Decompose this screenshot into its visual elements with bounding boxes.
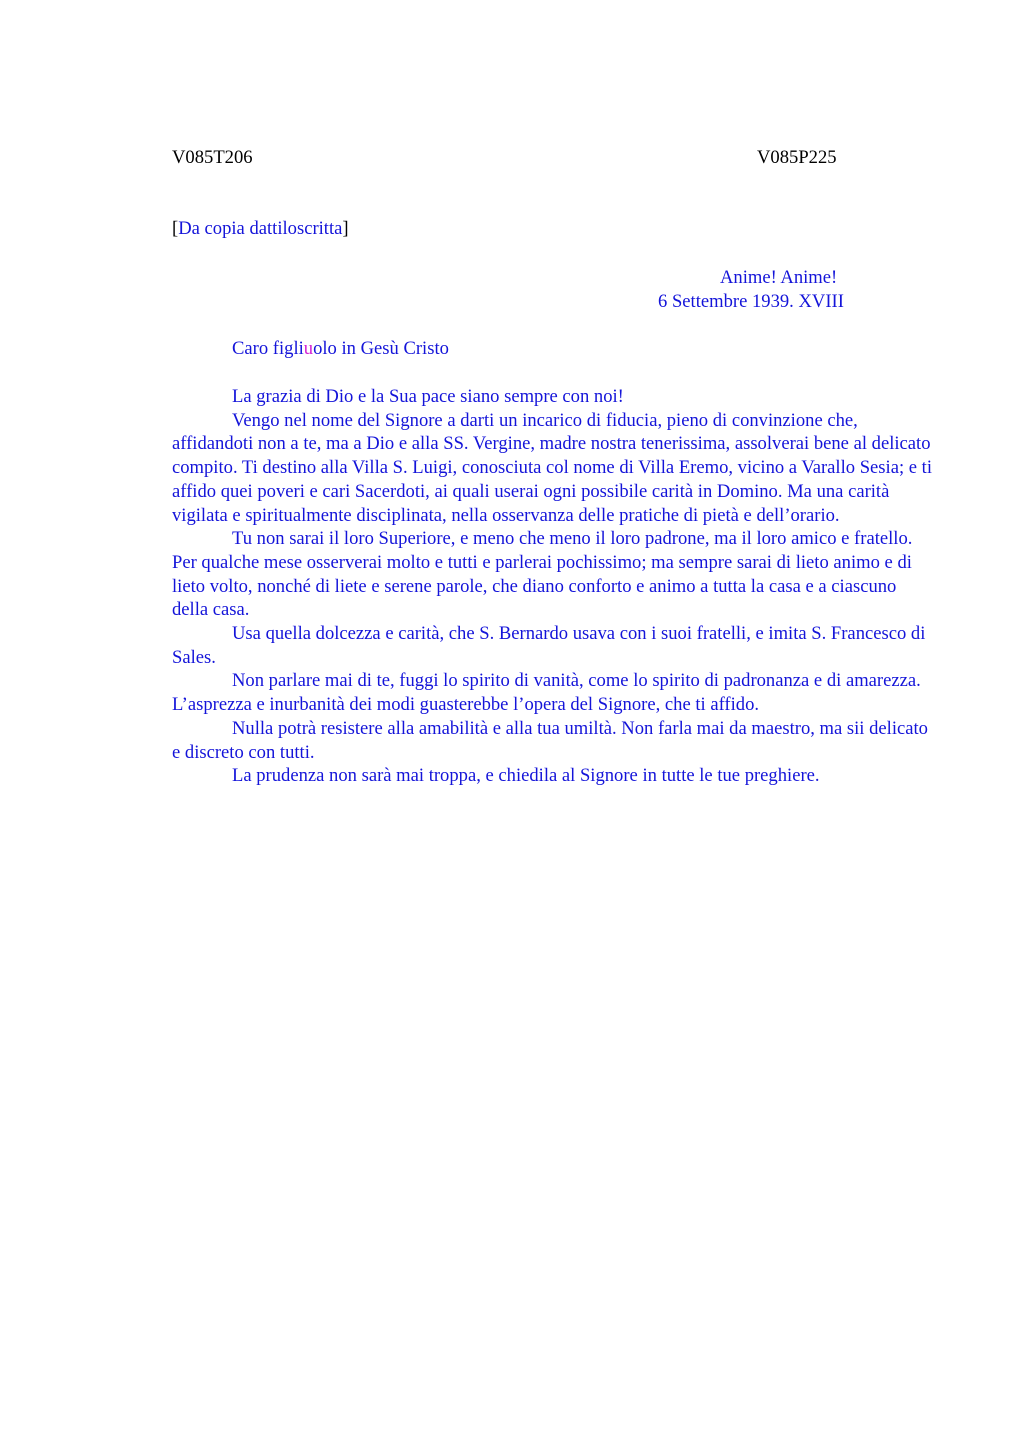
source-note-text: Da copia dattiloscritta: [178, 218, 343, 239]
salutation-highlighted-letter: u: [303, 338, 314, 359]
source-note-close-bracket: ]: [342, 218, 349, 239]
paragraph-prudence: La prudenza non sarà mai troppa, e chiedila al Signore in tutte le tue preghiere.: [232, 765, 820, 787]
source-note: [172, 218, 349, 240]
source-note-open-bracket: [: [172, 218, 179, 239]
paragraph-role: Tu non sarai il loro Superiore, e meno che meno il loro padrone, ma il loro amico e fratello. Per qualche mese osserverai molto e tutti e parlerai pochissimo; ma sempre sarai di lieto animo e di lieto volto, nonché di liete e serene parole, che diano conforto e animo a tutta la casa e a ciascuno della casa.: [172, 528, 913, 621]
paragraph-humility: Non parlare mai di te, fuggi lo spirito di vanità, come lo spirito di padronanza e di amarezza. L’asprezza e inurbanità dei modi guasterebbe l’opera del Signore, che ti affido.: [172, 670, 921, 716]
document-code-left: V085T206: [172, 147, 253, 168]
letter-salutation: [232, 338, 449, 360]
letter-motto: Anime! Anime!: [720, 267, 838, 288]
letter-date: 6 Settembre 1939. XVIII: [658, 291, 844, 312]
paragraph-amiability: Nulla potrà resistere alla amabilità e alla tua umiltà. Non farla mai da maestro, ma sii delicato e discreto con tutti.: [172, 717, 928, 763]
salutation-part-1: Caro figli: [232, 338, 304, 359]
paragraph-greeting: La grazia di Dio e la Sua pace siano sempre con noi!: [232, 386, 624, 407]
letter-body: [172, 385, 932, 788]
document-code-right: V085P225: [757, 147, 837, 168]
salutation-part-2: olo in Gesù Cristo: [313, 338, 449, 359]
paragraph-example: Usa quella dolcezza e carità, che S. Bernardo usava con i suoi fratelli, e imita S. Francesco di Sales.: [172, 623, 926, 668]
paragraph-assignment: Vengo nel nome del Signore a darti un incarico di fiducia, pieno di convinzione che, affidandoti non a te, ma a Dio e alla SS. Vergine, madre nostra tenerissima, assolverai bene al delicato compito. Ti destino alla Villa S. Luigi, conosciuta col nome di Villa Eremo, vicino a Varallo Sesia; e ti affido quei poveri e cari Sacerdoti, ai quali userai ogni possibile carità in Domino. Ma una carità vigilata e spiritualmente disciplinata, nella osservanza delle pratiche di pietà e dell’orario.: [172, 409, 933, 526]
